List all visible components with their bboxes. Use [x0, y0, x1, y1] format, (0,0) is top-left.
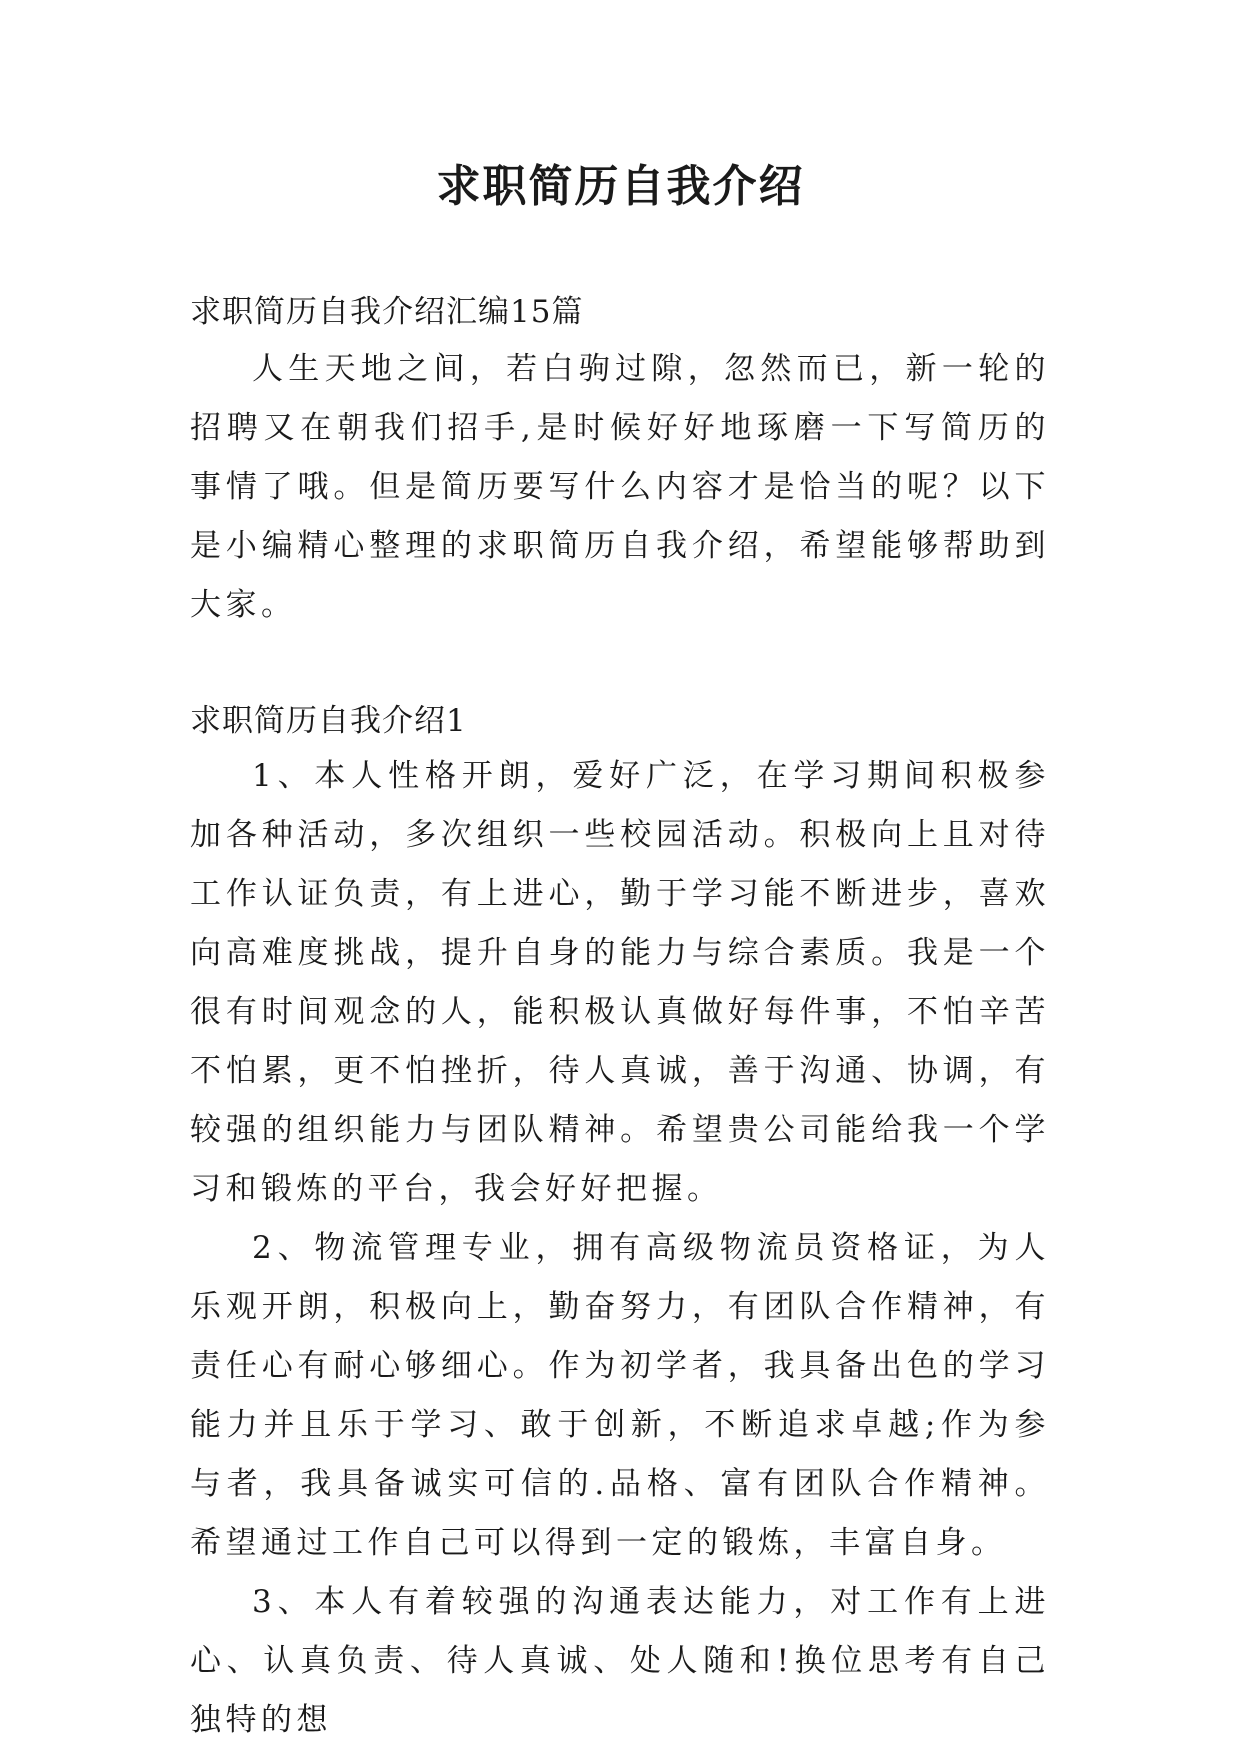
document-body	[190, 290, 1050, 1750]
section-heading: 求职简历自我介绍1	[190, 703, 467, 739]
document-subtitle: 求职简历自我介绍汇编15篇	[190, 294, 584, 330]
section-paragraph-3: 3、本人有着较强的沟通表达能力，对工作有上进心、认真负责、待人真诚、处人随和!换位思考有自己独特的想	[190, 1584, 1050, 1738]
section-paragraph-1: 1、本人性格开朗，爱好广泛，在学习期间积极参加各种活动，多次组织一些校园活动。积极向上且对待工作认证负责，有上进心，勤于学习能不断进步，喜欢向高难度挑战，提升自身的能力与综合素质。我是一个很有时间观念的人，能积极认真做好每件事，不怕辛苦不怕累，更不怕挫折，待人真诚，善于沟通、协调，有较强的组织能力与团队精神。希望贵公司能给我一个学习和锻炼的平台，我会好好把握。	[190, 758, 1050, 1207]
section-1	[190, 699, 1050, 1750]
section-paragraph-2: 2、物流管理专业，拥有高级物流员资格证，为人乐观开朗，积极向上，勤奋努力，有团队合作精神，有责任心有耐心够细心。作为初学者，我具备出色的学习能力并且乐于学习、敢于创新，不断追求卓越;作为参与者，我具备诚实可信的.品格、富有团队合作精神。希望通过工作自己可以得到一定的锻炼，丰富自身。	[190, 1230, 1050, 1561]
document-title: 求职简历自我介绍	[436, 161, 805, 212]
intro-paragraph: 人生天地之间，若白驹过隙，忽然而已，新一轮的招聘又在朝我们招手,是时候好好地琢磨一下写简历的事情了哦。但是简历要写什么内容才是恰当的呢？以下是小编精心整理的求职简历自我介绍，希望能够帮助到大家。	[190, 351, 1050, 623]
